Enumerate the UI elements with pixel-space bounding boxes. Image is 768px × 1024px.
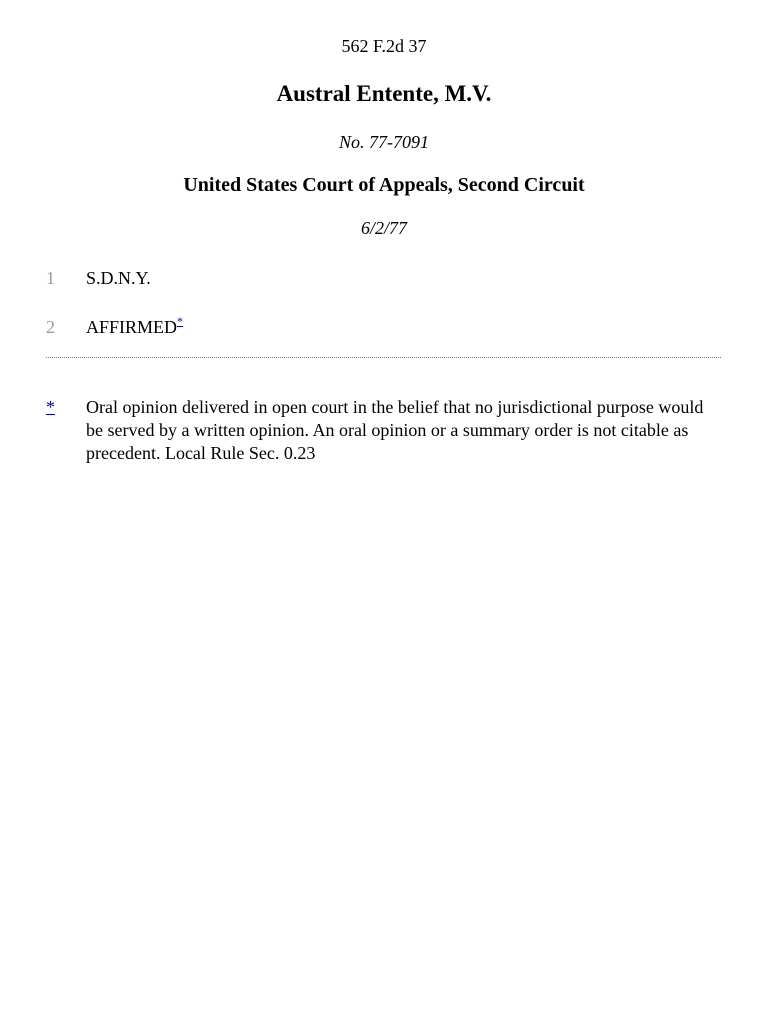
footnote-backlink[interactable]: *: [46, 397, 55, 417]
footnote-divider: [46, 357, 721, 358]
paragraph-text: AFFIRMED: [86, 317, 178, 337]
paragraph-text: S.D.N.Y.: [86, 268, 151, 288]
decision-date: 6/2/77: [360, 218, 407, 238]
footnote-reference-link[interactable]: *: [177, 314, 184, 328]
case-title: Austral Entente, M.V.: [276, 81, 492, 106]
reporter-citation: 562 F.2d 37: [341, 36, 427, 56]
docket-number: No. 77-7091: [339, 132, 429, 152]
paragraph-text-container: [86, 316, 726, 339]
paragraph-number: 2: [46, 317, 55, 337]
paragraph-number: 1: [46, 268, 55, 288]
court-name: United States Court of Appeals, Second Circuit: [183, 174, 585, 196]
footnote-text: Oral opinion delivered in open court in the belief that no jurisdictional purpose would be served by a written opinion. An oral opinion or a summary order is not citable as precedent. Local Rule Sec. 0.23: [86, 397, 704, 463]
